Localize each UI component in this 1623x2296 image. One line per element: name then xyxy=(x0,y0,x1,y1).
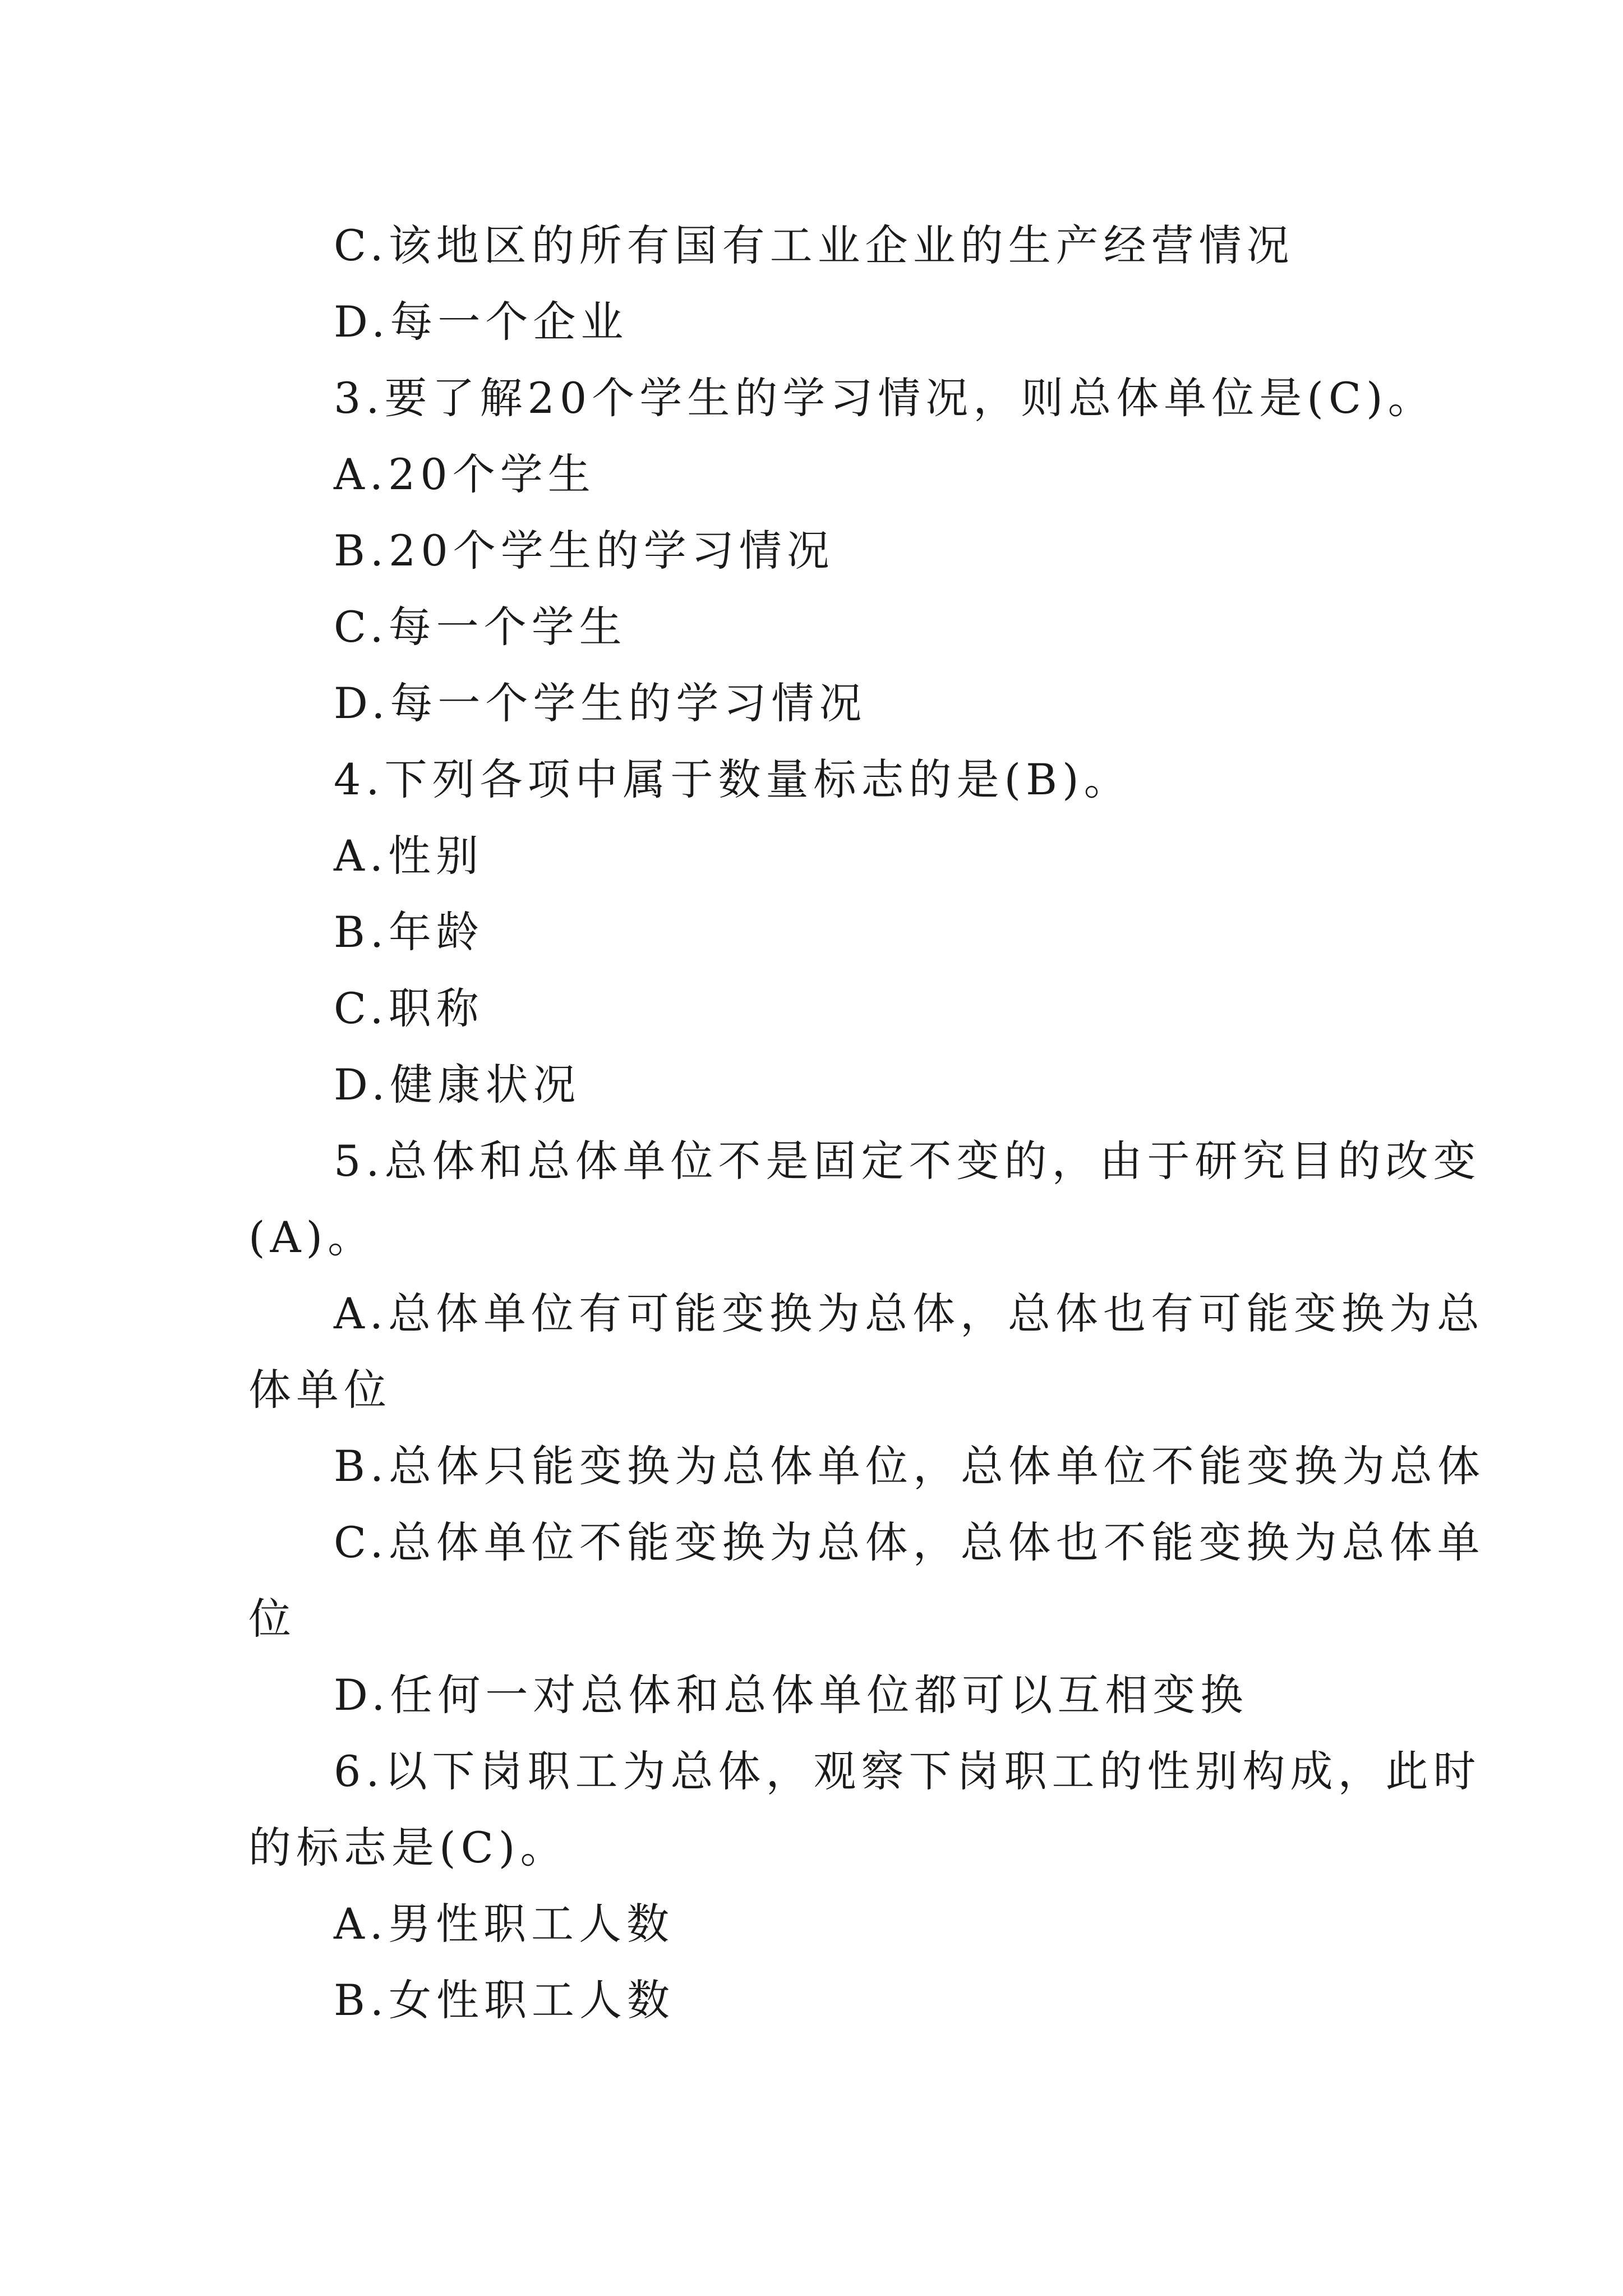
option-line: A.20个学生 xyxy=(334,449,596,499)
option-line: B.20个学生的学习情况 xyxy=(334,526,834,576)
option-line: C.总体单位不能变换为总体，总体也不能变换为总体单 xyxy=(334,1517,1485,1567)
option-line: C.每一个学生 xyxy=(334,602,627,652)
option-line: B.总体只能变换为总体单位，总体单位不能变换为总体 xyxy=(334,1441,1486,1491)
option-line-continued: 位 xyxy=(248,1594,296,1644)
document-body xyxy=(248,208,1486,2039)
question-line-continued: 的标志是(C)。 xyxy=(248,1823,568,1872)
question-line: 4.下列各项中属于数量标志的是(B)。 xyxy=(334,754,1132,804)
option-line: C.该地区的所有国有工业企业的生产经营情况 xyxy=(334,220,1294,270)
option-line: D.任何一对总体和总体单位都可以互相变换 xyxy=(334,1670,1248,1720)
option-line: B.女性职工人数 xyxy=(334,1975,675,2025)
option-line: D.每一个学生的学习情况 xyxy=(334,678,867,728)
option-line-continued: 体单位 xyxy=(248,1365,391,1415)
option-line: A.男性职工人数 xyxy=(334,1899,675,1949)
option-line: D.健康状况 xyxy=(334,1060,581,1110)
question-line: 6.以下岗职工为总体，观察下岗职工的性别构成，此时 xyxy=(334,1746,1481,1796)
question-line: 3.要了解20个学生的学习情况，则总体单位是(C)。 xyxy=(334,373,1436,423)
option-line: D.每一个企业 xyxy=(334,297,629,347)
question-line-continued: (A)。 xyxy=(248,1212,376,1262)
option-line: A.性别 xyxy=(334,831,484,881)
option-line: C.职称 xyxy=(334,983,484,1033)
question-line: 5.总体和总体单位不是固定不变的，由于研究目的改变 xyxy=(334,1136,1481,1186)
option-line: A.总体单位有可能变换为总体，总体也有可能变换为总 xyxy=(334,1289,1485,1338)
option-line: B.年龄 xyxy=(334,907,485,957)
